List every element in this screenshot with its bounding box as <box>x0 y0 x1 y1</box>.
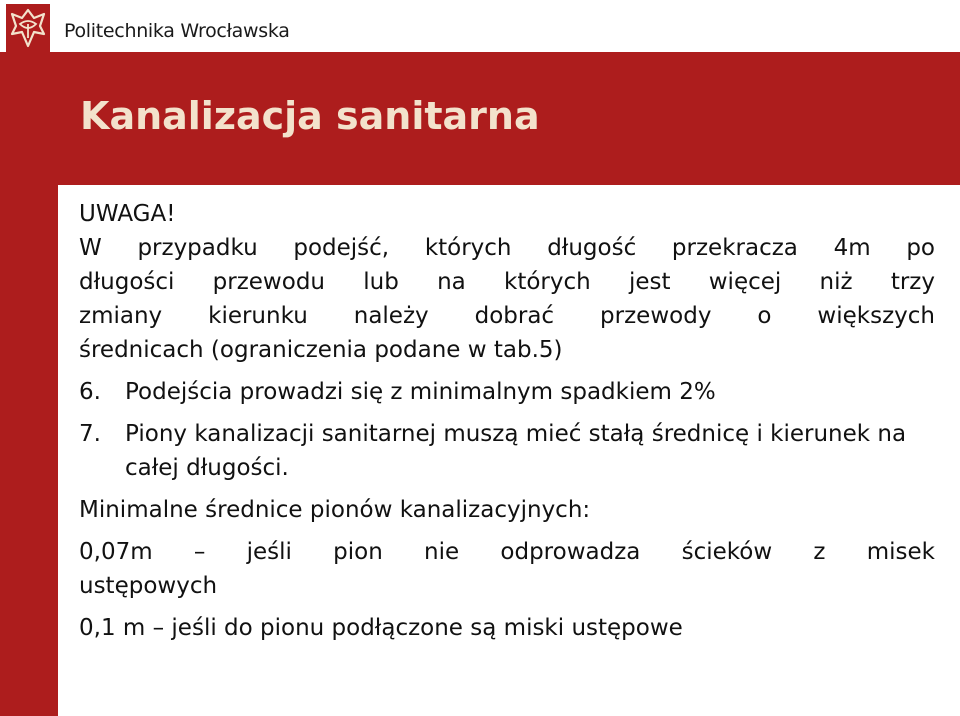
rule-line: 0,07m – jeśli pion nie odprowadza ścieków z misek <box>79 539 935 565</box>
list-item-text: Podejścia prowadzi się z minimalnym spadkiem 2% <box>125 379 716 405</box>
university-logo <box>6 4 50 52</box>
paragraph-line: W przypadku podejść, których długość przekracza 4m po <box>79 235 935 261</box>
paragraph-line: zmiany kierunku należy dobrać przewody o większych <box>79 303 935 329</box>
rule-0-07m <box>79 535 935 603</box>
list-item-text: Piony kanalizacji sanitarnej muszą mieć stałą średnicę i kierunek na całej długości. <box>125 421 907 481</box>
eagle-crest-icon <box>6 4 50 52</box>
min-diameters-heading: Minimalne średnice pionów kanalizacyjnych: <box>79 497 591 523</box>
paragraph-line: długości przewodu lub na których jest więcej niż trzy <box>79 269 935 295</box>
list-item-number: 7. <box>79 421 101 447</box>
slide-content <box>79 197 935 645</box>
list-item-7 <box>79 417 935 485</box>
warning-paragraph <box>79 231 935 367</box>
rule-line: ustępowych <box>79 573 218 599</box>
list-item-6 <box>79 375 935 409</box>
list-item-number: 6. <box>79 379 101 405</box>
warning-label: UWAGA! <box>79 201 176 227</box>
left-accent-bar <box>0 52 58 716</box>
university-name: Politechnika Wrocławska <box>64 20 290 42</box>
paragraph-line: średnicach (ograniczenia podane w tab.5) <box>79 337 563 363</box>
title-bar <box>58 52 960 185</box>
slide-title: Kanalizacja sanitarna <box>80 94 540 138</box>
rule-0-1m: 0,1 m – jeśli do pionu podłączone są miski ustępowe <box>79 615 683 641</box>
